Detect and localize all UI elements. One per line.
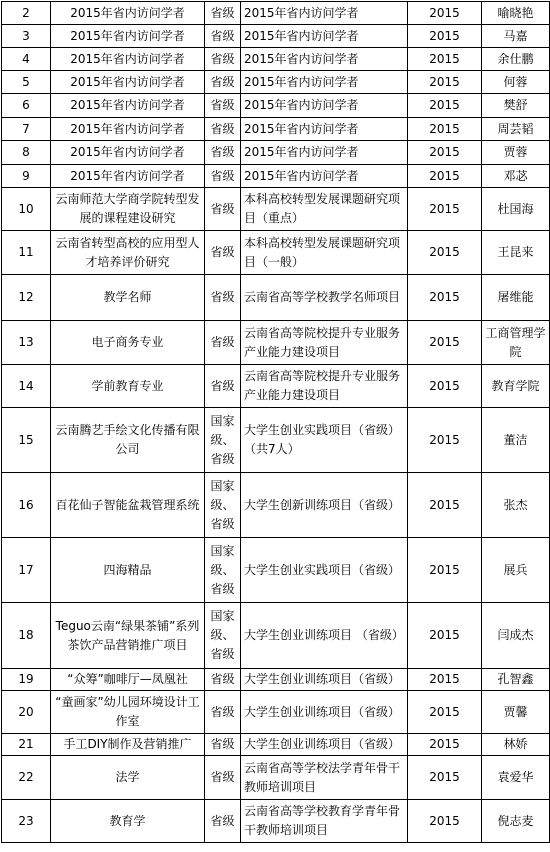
cell-project-name: 四海精品 bbox=[51, 538, 205, 603]
cell-year: 2015 bbox=[408, 118, 482, 141]
cell-number: 15 bbox=[2, 408, 51, 473]
cell-year: 2015 bbox=[408, 25, 482, 48]
cell-project-type: 2015年省内访问学者 bbox=[241, 25, 408, 48]
cell-project-name: 2015年省内访问学者 bbox=[51, 71, 205, 94]
cell-person: 工商管理学院 bbox=[482, 321, 550, 365]
cell-level: 国家级、省级 bbox=[205, 538, 241, 603]
cell-project-name: 2015年省内访问学者 bbox=[51, 141, 205, 165]
cell-level: 省级 bbox=[205, 800, 241, 843]
cell-person: 周芸韬 bbox=[482, 118, 550, 141]
cell-number: 10 bbox=[2, 188, 51, 231]
cell-number: 6 bbox=[2, 94, 51, 118]
table-row bbox=[2, 165, 550, 188]
table-row bbox=[2, 71, 550, 94]
table-row bbox=[2, 25, 550, 48]
cell-project-type: 2015年省内访问学者 bbox=[241, 94, 408, 118]
cell-level: 省级 bbox=[205, 669, 241, 691]
cell-level: 省级 bbox=[205, 321, 241, 365]
cell-project-name: 云南腾艺手绘文化传播有限公司 bbox=[51, 408, 205, 473]
cell-project-type: 云南省高等院校提升专业服务产业能力建设项目 bbox=[241, 365, 408, 408]
cell-project-name: 百花仙子智能盆栽管理系统 bbox=[51, 473, 205, 538]
cell-level: 省级 bbox=[205, 165, 241, 188]
cell-project-type: 2015年省内访问学者 bbox=[241, 165, 408, 188]
cell-level: 省级 bbox=[205, 188, 241, 231]
table-row bbox=[2, 800, 550, 843]
cell-year: 2015 bbox=[408, 734, 482, 756]
cell-level: 省级 bbox=[205, 71, 241, 94]
cell-project-name: 手工DIY制作及营销推广 bbox=[51, 734, 205, 756]
cell-project-name: 2015年省内访问学者 bbox=[51, 25, 205, 48]
cell-project-type: 2015年省内访问学者 bbox=[241, 71, 408, 94]
cell-project-name: 2015年省内访问学者 bbox=[51, 2, 205, 25]
cell-number: 9 bbox=[2, 165, 51, 188]
cell-project-type: 2015年省内访问学者 bbox=[241, 2, 408, 25]
table-row bbox=[2, 734, 550, 756]
cell-project-type: 本科高校转型发展课题研究项目（一般） bbox=[241, 231, 408, 275]
cell-number: 13 bbox=[2, 321, 51, 365]
cell-year: 2015 bbox=[408, 473, 482, 538]
cell-number: 12 bbox=[2, 275, 51, 321]
table-row bbox=[2, 669, 550, 691]
cell-person: 张杰 bbox=[482, 473, 550, 538]
cell-project-type: 大学生创业训练项目（省级） bbox=[241, 734, 408, 756]
cell-year: 2015 bbox=[408, 188, 482, 231]
cell-person: 何蓉 bbox=[482, 71, 550, 94]
cell-person: 余仕鹏 bbox=[482, 48, 550, 71]
cell-level: 省级 bbox=[205, 48, 241, 71]
table-row bbox=[2, 231, 550, 275]
table-row bbox=[2, 756, 550, 800]
cell-person: 王昆来 bbox=[482, 231, 550, 275]
cell-number: 17 bbox=[2, 538, 51, 603]
cell-person: 展兵 bbox=[482, 538, 550, 603]
cell-year: 2015 bbox=[408, 71, 482, 94]
cell-number: 21 bbox=[2, 734, 51, 756]
cell-person: 马嘉 bbox=[482, 25, 550, 48]
cell-project-name: 2015年省内访问学者 bbox=[51, 118, 205, 141]
cell-project-name: Teguo云南“绿果茶铺”系列茶饮产品营销推广项目 bbox=[51, 603, 205, 669]
cell-project-name: “童画家”幼儿园环境设计工作室 bbox=[51, 691, 205, 734]
cell-number: 2 bbox=[2, 2, 51, 25]
table-row bbox=[2, 2, 550, 25]
cell-project-type: 大学生创业训练项目（省级） bbox=[241, 691, 408, 734]
cell-number: 23 bbox=[2, 800, 51, 843]
cell-person: 教育学院 bbox=[482, 365, 550, 408]
cell-year: 2015 bbox=[408, 538, 482, 603]
table-row bbox=[2, 321, 550, 365]
cell-level: 省级 bbox=[205, 2, 241, 25]
cell-number: 8 bbox=[2, 141, 51, 165]
cell-project-name: 教学名师 bbox=[51, 275, 205, 321]
cell-project-type: 云南省高等学校教学名师项目 bbox=[241, 275, 408, 321]
cell-project-type: 大学生创业训练项目（省级） bbox=[241, 669, 408, 691]
cell-number: 5 bbox=[2, 71, 51, 94]
cell-year: 2015 bbox=[408, 2, 482, 25]
cell-year: 2015 bbox=[408, 365, 482, 408]
cell-year: 2015 bbox=[408, 141, 482, 165]
cell-level: 省级 bbox=[205, 118, 241, 141]
cell-project-type: 本科高校转型发展课题研究项目（重点） bbox=[241, 188, 408, 231]
cell-project-name: 2015年省内访问学者 bbox=[51, 94, 205, 118]
cell-year: 2015 bbox=[408, 165, 482, 188]
cell-year: 2015 bbox=[408, 321, 482, 365]
cell-level: 省级 bbox=[205, 756, 241, 800]
cell-number: 4 bbox=[2, 48, 51, 71]
cell-project-name: 电子商务专业 bbox=[51, 321, 205, 365]
cell-project-name: 云南省转型高校的应用型人才培养评价研究 bbox=[51, 231, 205, 275]
cell-number: 7 bbox=[2, 118, 51, 141]
cell-project-type: 大学生创新训练项目（省级） bbox=[241, 473, 408, 538]
cell-year: 2015 bbox=[408, 48, 482, 71]
cell-year: 2015 bbox=[408, 94, 482, 118]
table-row bbox=[2, 118, 550, 141]
cell-year: 2015 bbox=[408, 691, 482, 734]
cell-year: 2015 bbox=[408, 231, 482, 275]
cell-person: 屠维能 bbox=[482, 275, 550, 321]
cell-number: 18 bbox=[2, 603, 51, 669]
cell-person: 林娇 bbox=[482, 734, 550, 756]
cell-project-type: 2015年省内访问学者 bbox=[241, 48, 408, 71]
cell-person: 贾馨 bbox=[482, 691, 550, 734]
table-row bbox=[2, 691, 550, 734]
cell-level: 省级 bbox=[205, 25, 241, 48]
cell-year: 2015 bbox=[408, 408, 482, 473]
cell-project-type: 云南省高等学校法学青年骨干教师培训项目 bbox=[241, 756, 408, 800]
cell-year: 2015 bbox=[408, 756, 482, 800]
cell-level: 省级 bbox=[205, 275, 241, 321]
cell-person: 邓苾 bbox=[482, 165, 550, 188]
cell-level: 国家级、省级 bbox=[205, 408, 241, 473]
table-row bbox=[2, 603, 550, 669]
cell-number: 22 bbox=[2, 756, 51, 800]
cell-year: 2015 bbox=[408, 275, 482, 321]
table-row bbox=[2, 94, 550, 118]
cell-person: 喻晓艳 bbox=[482, 2, 550, 25]
cell-person: 樊舒 bbox=[482, 94, 550, 118]
cell-person: 袁爱华 bbox=[482, 756, 550, 800]
cell-number: 20 bbox=[2, 691, 51, 734]
table-row bbox=[2, 408, 550, 473]
cell-project-type: 大学生创业实践项目（省级）（共7人） bbox=[241, 408, 408, 473]
cell-project-name: 2015年省内访问学者 bbox=[51, 48, 205, 71]
cell-project-type: 2015年省内访问学者 bbox=[241, 118, 408, 141]
cell-project-name: 云南师范大学商学院转型发展的课程建设研究 bbox=[51, 188, 205, 231]
cell-project-type: 云南省高等学校教育学青年骨干教师培训项目 bbox=[241, 800, 408, 843]
cell-person: 杜国海 bbox=[482, 188, 550, 231]
cell-number: 19 bbox=[2, 669, 51, 691]
cell-year: 2015 bbox=[408, 669, 482, 691]
cell-person: 董洁 bbox=[482, 408, 550, 473]
cell-project-name: “众筹”咖啡厅—凤凰社 bbox=[51, 669, 205, 691]
cell-level: 省级 bbox=[205, 141, 241, 165]
projects-table-body bbox=[2, 2, 550, 843]
cell-number: 14 bbox=[2, 365, 51, 408]
cell-person: 倪志麦 bbox=[482, 800, 550, 843]
cell-year: 2015 bbox=[408, 603, 482, 669]
table-row bbox=[2, 141, 550, 165]
cell-number: 11 bbox=[2, 231, 51, 275]
cell-level: 国家级、省级 bbox=[205, 473, 241, 538]
cell-level: 省级 bbox=[205, 231, 241, 275]
cell-project-name: 2015年省内访问学者 bbox=[51, 165, 205, 188]
cell-level: 省级 bbox=[205, 734, 241, 756]
cell-project-type: 大学生创业实践项目（省级） bbox=[241, 538, 408, 603]
cell-project-name: 教育学 bbox=[51, 800, 205, 843]
cell-number: 3 bbox=[2, 25, 51, 48]
cell-person: 闫成杰 bbox=[482, 603, 550, 669]
cell-number: 16 bbox=[2, 473, 51, 538]
table-row bbox=[2, 473, 550, 538]
cell-project-type: 2015年省内访问学者 bbox=[241, 141, 408, 165]
cell-year: 2015 bbox=[408, 800, 482, 843]
cell-level: 省级 bbox=[205, 691, 241, 734]
cell-project-type: 云南省高等院校提升专业服务产业能力建设项目 bbox=[241, 321, 408, 365]
table-row bbox=[2, 188, 550, 231]
cell-level: 省级 bbox=[205, 365, 241, 408]
cell-person: 贾蓉 bbox=[482, 141, 550, 165]
projects-table bbox=[1, 1, 550, 843]
table-row bbox=[2, 48, 550, 71]
cell-level: 国家级、省级 bbox=[205, 603, 241, 669]
table-row bbox=[2, 275, 550, 321]
cell-project-name: 法学 bbox=[51, 756, 205, 800]
table-row bbox=[2, 365, 550, 408]
table-row bbox=[2, 538, 550, 603]
cell-project-name: 学前教育专业 bbox=[51, 365, 205, 408]
cell-project-type: 大学生创业训练项目 （省级） bbox=[241, 603, 408, 669]
cell-person: 孔智鑫 bbox=[482, 669, 550, 691]
cell-level: 省级 bbox=[205, 94, 241, 118]
